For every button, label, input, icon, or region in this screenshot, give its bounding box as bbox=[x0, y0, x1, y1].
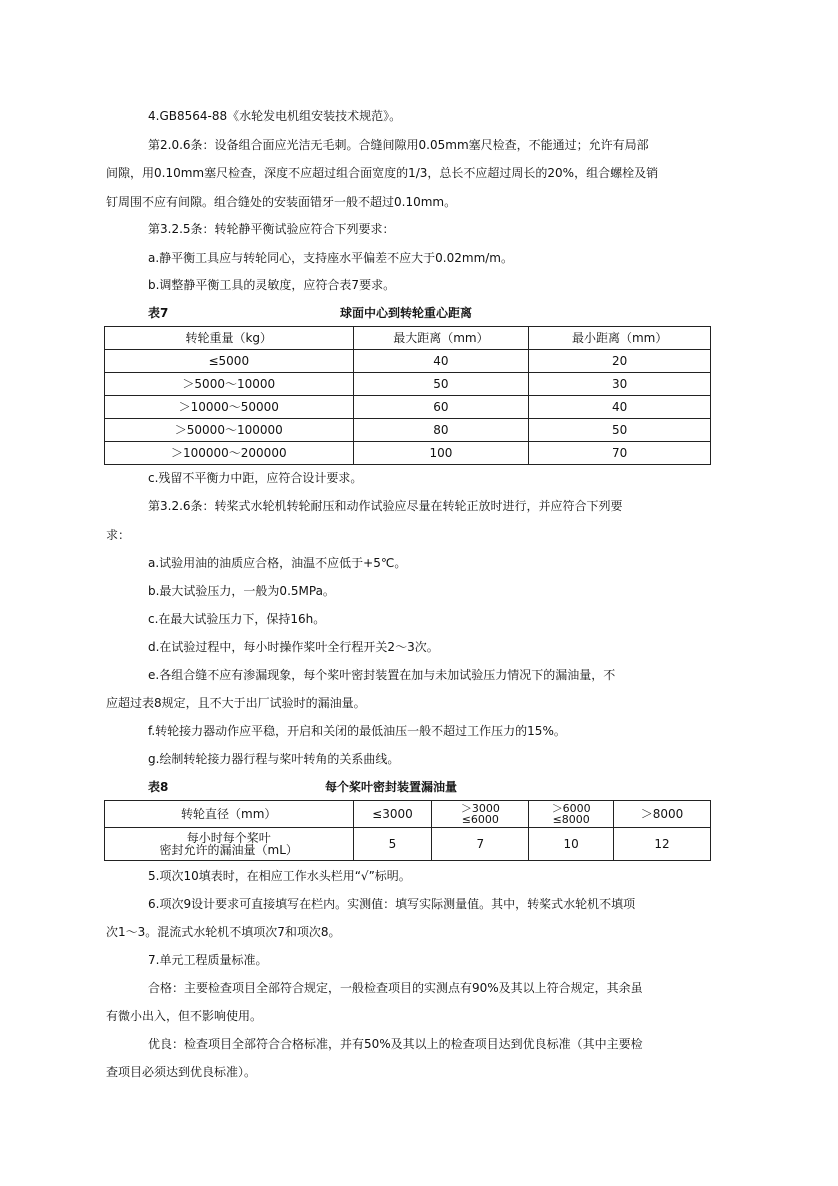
cell-line: ≤6000 bbox=[461, 813, 499, 826]
table-cell: 100 bbox=[353, 442, 529, 465]
paragraph-clause-326-cont: 求： bbox=[106, 528, 131, 542]
table-cell: 30 bbox=[529, 373, 711, 396]
paragraph-item-a: a.静平衡工具应与转轮同心，支持座水平偏差不应大于0.02mm/m。 bbox=[148, 251, 514, 265]
table-cell: 20 bbox=[529, 350, 711, 373]
table-cell: 最大距离（mm） bbox=[353, 327, 529, 350]
table8-title: 每个桨叶密封装置漏油量 bbox=[325, 780, 458, 794]
paragraph-excellent: 优良：检查项目全部符合合格标准，并有50%及其以上的检查项目达到优良标准（其中主要检 bbox=[148, 1037, 643, 1051]
table-cell: 60 bbox=[353, 396, 529, 419]
paragraph-note-6-cont: 次1～3。混流式水轮机不填项次7和项次8。 bbox=[106, 925, 341, 939]
paragraph-test-c: c.在最大试验压力下，保持16h。 bbox=[148, 612, 326, 626]
table-row bbox=[105, 828, 711, 861]
table-cell: ＞10000～50000 bbox=[105, 396, 354, 419]
paragraph-test-f: f.转轮接力器动作应平稳，开启和关闭的最低油压一般不超过工作压力的15%。 bbox=[148, 724, 566, 738]
paragraph-test-a: a.试验用油的油质应合格，油温不应低于+5℃。 bbox=[148, 556, 407, 570]
table-cell: 转轮直径（mm） bbox=[105, 801, 354, 828]
table-cell bbox=[432, 801, 529, 828]
table8 bbox=[104, 800, 711, 861]
paragraph-clause-206: 第2.0.6条：设备组合面应光洁无毛刺。合缝间隙用0.05mm塞尺检查，不能通过；允许有局部 bbox=[148, 138, 649, 152]
table-cell: ＞50000～100000 bbox=[105, 419, 354, 442]
table-row bbox=[105, 442, 711, 465]
paragraph-clause-325: 第3.2.5条：转轮静平衡试验应符合下列要求： bbox=[148, 222, 395, 236]
table-cell bbox=[529, 801, 614, 828]
table-row bbox=[105, 327, 711, 350]
paragraph-excellent-cont: 查项目必须达到优良标准）。 bbox=[106, 1065, 257, 1079]
table-cell: 70 bbox=[529, 442, 711, 465]
table7-title: 球面中心到转轮重心距离 bbox=[340, 306, 473, 320]
table-cell: 12 bbox=[614, 828, 711, 861]
table-row bbox=[105, 373, 711, 396]
table-row bbox=[105, 801, 711, 828]
paragraph-clause-206-cont2: 钉周围不应有间隙。组合缝处的安装面错牙一般不超过0.10mm。 bbox=[106, 195, 457, 209]
table-cell: 10 bbox=[529, 828, 614, 861]
table7 bbox=[104, 326, 711, 465]
paragraph-note-6: 6.项次9设计要求可直接填写在栏内。实测值：填写实际测量值。其中，转桨式水轮机不填项 bbox=[148, 897, 636, 911]
table-cell: 7 bbox=[432, 828, 529, 861]
table-cell: 40 bbox=[353, 350, 529, 373]
table-cell: 转轮重量（kg） bbox=[105, 327, 354, 350]
table-cell: 80 bbox=[353, 419, 529, 442]
cell-line: ≤8000 bbox=[552, 813, 590, 826]
paragraph-note-7: 7.单元工程质量标准。 bbox=[148, 953, 268, 967]
table-row bbox=[105, 396, 711, 419]
cell-line: 每小时每个桨叶 bbox=[186, 831, 271, 845]
paragraph-test-e-cont: 应超过表8规定，且不大于出厂试验时的漏油量。 bbox=[106, 696, 366, 710]
table-cell: ≤3000 bbox=[353, 801, 432, 828]
table8-label: 表8 bbox=[148, 780, 169, 794]
table-cell: 最小距离（mm） bbox=[529, 327, 711, 350]
table-row bbox=[105, 350, 711, 373]
paragraph-test-b: b.最大试验压力，一般为0.5MPa。 bbox=[148, 584, 335, 598]
table-row bbox=[105, 419, 711, 442]
paragraph-test-e: e.各组合缝不应有渗漏现象，每个桨叶密封装置在加与未加试验压力情况下的漏油量，不 bbox=[148, 668, 616, 682]
table-cell bbox=[105, 828, 354, 861]
paragraph-qualified: 合格：主要检查项目全部符合规定，一般检查项目的实测点有90%及其以上符合规定，其余虽 bbox=[148, 981, 643, 995]
paragraph-clause-326: 第3.2.6条：转桨式水轮机转轮耐压和动作试验应尽量在转轮正放时进行，并应符合下列要 bbox=[148, 499, 623, 513]
table-cell: 50 bbox=[353, 373, 529, 396]
table-cell: ＞8000 bbox=[614, 801, 711, 828]
cell-line: ＞3000 bbox=[460, 802, 500, 815]
paragraph-test-g: g.绘制转轮接力器行程与桨叶转角的关系曲线。 bbox=[148, 752, 400, 766]
paragraph-item-c: c.残留不平衡力中距，应符合设计要求。 bbox=[148, 471, 363, 485]
table-cell: ＞5000～10000 bbox=[105, 373, 354, 396]
paragraph-item-b: b.调整静平衡工具的灵敏度，应符合表7要求。 bbox=[148, 278, 396, 292]
table-cell: 50 bbox=[529, 419, 711, 442]
table-cell: 40 bbox=[529, 396, 711, 419]
paragraph-standard: 4.GB8564-88《水轮发电机组安装技术规范》。 bbox=[148, 109, 402, 123]
table7-label: 表7 bbox=[148, 306, 169, 320]
paragraph-qualified-cont: 有微小出入，但不影响使用。 bbox=[106, 1009, 263, 1023]
table-cell: ＞100000～200000 bbox=[105, 442, 354, 465]
table-cell: ≤5000 bbox=[105, 350, 354, 373]
paragraph-clause-206-cont: 间隙，用0.10mm塞尺检查，深度不应超过组合面宽度的1/3，总长不应超过周长的20%，组合螺栓及销 bbox=[106, 166, 659, 180]
cell-line: ＞6000 bbox=[551, 802, 591, 815]
paragraph-note-5: 5.项次10填表时，在相应工作水头栏用“√”标明。 bbox=[148, 869, 411, 883]
table-cell: 5 bbox=[353, 828, 432, 861]
cell-line: 密封允许的漏油量（mL） bbox=[159, 843, 298, 857]
paragraph-test-d: d.在试验过程中，每小时操作桨叶全行程开关2～3次。 bbox=[148, 640, 439, 654]
